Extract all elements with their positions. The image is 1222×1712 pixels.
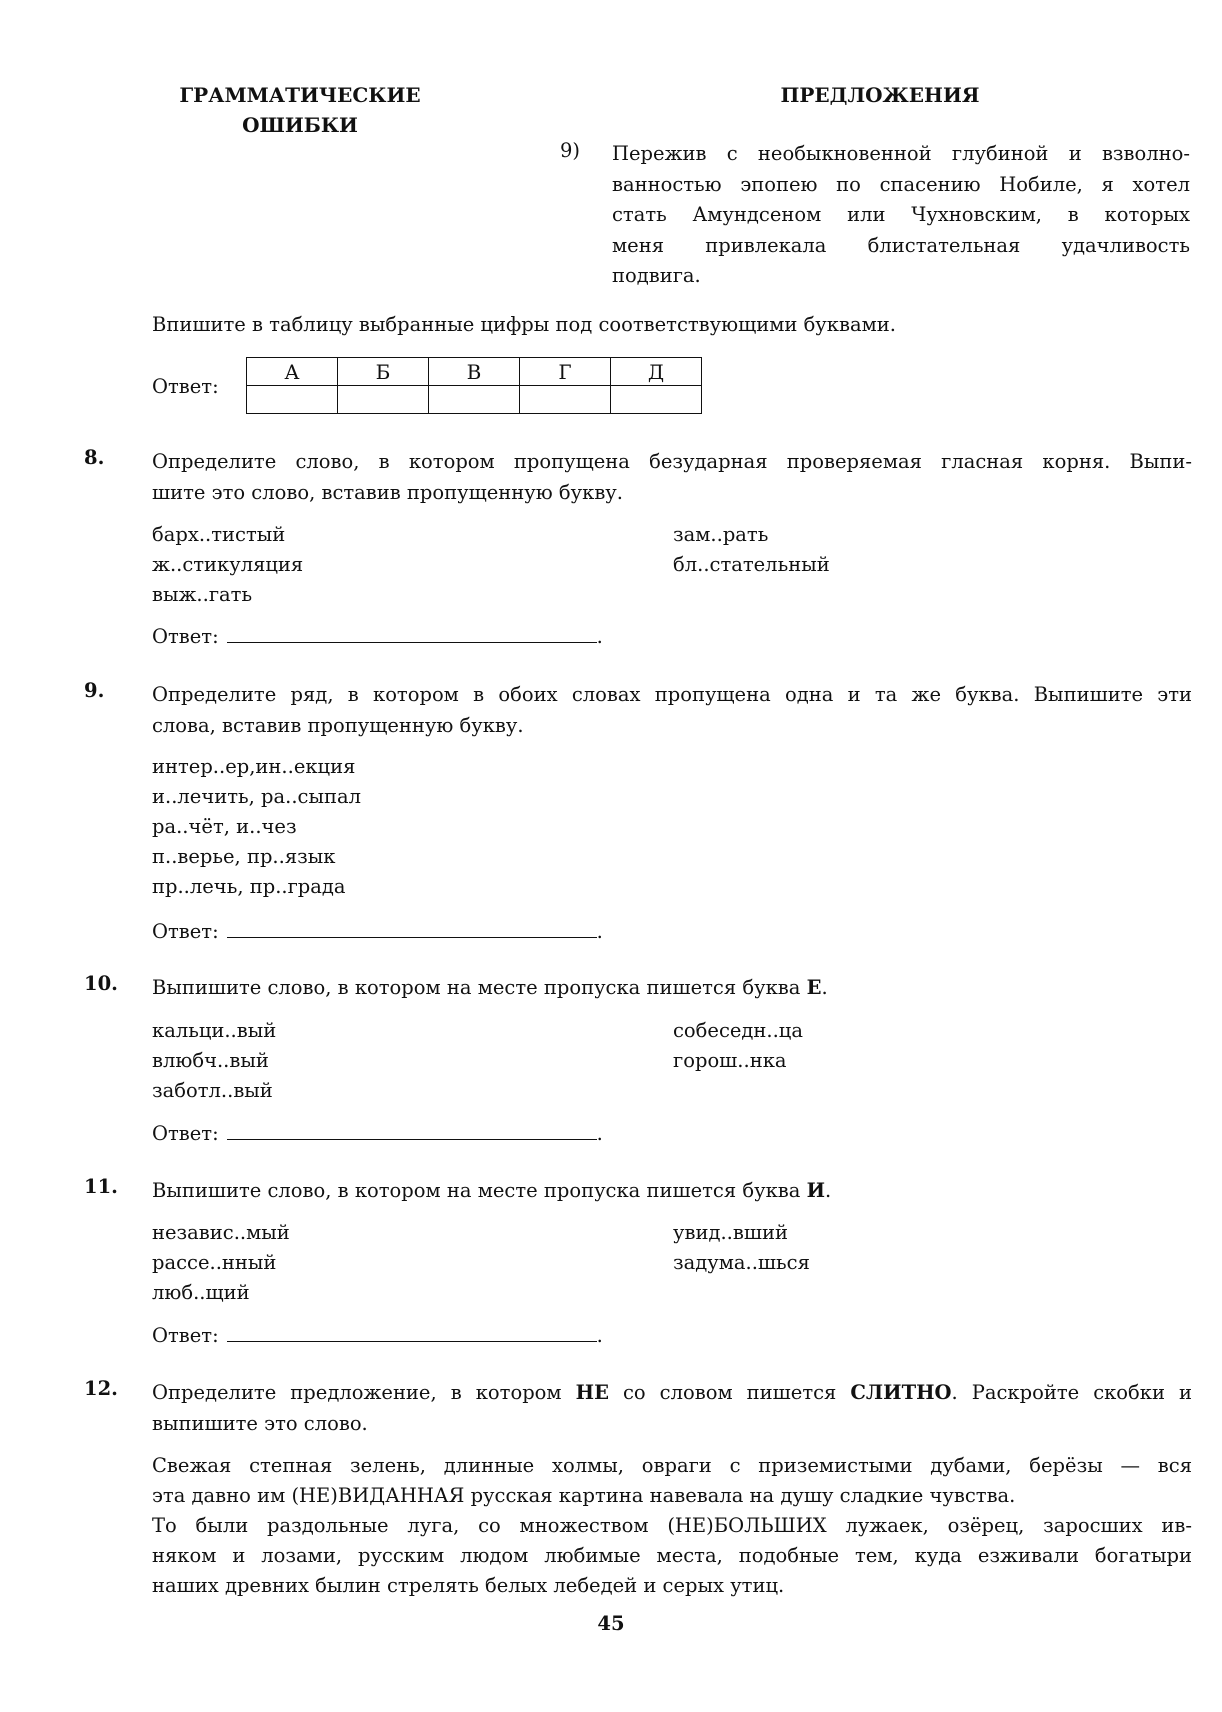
answer-cell-c[interactable] <box>429 386 520 414</box>
answer-cell-a[interactable] <box>247 386 338 414</box>
question-end: . <box>825 1179 832 1202</box>
word-option: выж..гать <box>152 583 253 606</box>
answer-line-10: Ответ: . <box>152 1119 603 1145</box>
question-text-9 <box>152 679 1192 741</box>
answer-cell-b[interactable] <box>338 386 429 414</box>
question-line <box>152 1377 1192 1408</box>
answer-table-letter: Г <box>520 358 611 386</box>
answer-cell-e[interactable] <box>611 386 702 414</box>
word-option: заботл..вый <box>152 1079 273 1102</box>
column-header-left-line2: ОШИБКИ <box>242 113 358 137</box>
question-line: Определите ряд, в котором в обоих словах пропущена одна и та же буква. Выпишите эти <box>152 683 1192 706</box>
word-option: влюбч..вый <box>152 1049 269 1072</box>
column-header-left <box>150 80 450 140</box>
column-header-left-line1: ГРАММАТИЧЕСКИЕ <box>179 83 421 107</box>
word-option: увид..вший <box>673 1221 788 1244</box>
word-option: горош..нка <box>673 1049 787 1072</box>
word-list-8-right <box>673 520 830 580</box>
word-option: собеседн..ца <box>673 1019 803 1042</box>
question-line: Определите слово, в котором пропущена безударная проверяемая гласная корня. Выпи- <box>152 450 1192 473</box>
word-list-8-left <box>152 520 303 610</box>
sentence-line: Пережив с необыкновенной глубиной и взволно- <box>612 142 1190 165</box>
answer-label: Ответ: <box>152 625 219 648</box>
answer-label: Ответ: <box>152 1122 219 1145</box>
sentence-text <box>612 139 1190 292</box>
word-list-11-right <box>673 1218 810 1278</box>
word-option: п..верье, пр..язык <box>152 845 336 868</box>
answer-input-11[interactable] <box>227 1321 597 1342</box>
question-line: шите это слово, вставив пропущенную букву. <box>152 481 623 504</box>
answer-input-9[interactable] <box>227 917 597 938</box>
question-text-part: . Раскройте скобки и <box>951 1381 1193 1404</box>
question-letter: И <box>806 1179 825 1202</box>
word-option: пр..лечь, пр..града <box>152 875 346 898</box>
word-option: ж..стикуляция <box>152 553 304 576</box>
passage-line: наших древних былин стрелять белых лебедей и серых утиц. <box>152 1574 785 1597</box>
word-option: интер..ер,ин..екция <box>152 755 356 778</box>
answer-cell-d[interactable] <box>520 386 611 414</box>
table-instruction: Впишите в таблицу выбранные цифры под соответствующими буквами. <box>152 313 896 336</box>
sentence-number: 9) <box>560 139 581 162</box>
word-option: задума..шься <box>673 1251 810 1274</box>
sentence-line: ванностью эпопею по спасению Нобиле, я хотел <box>612 172 1190 196</box>
question-number-12: 12. <box>84 1377 118 1400</box>
word-option: независ..мый <box>152 1221 290 1244</box>
answer-table-letter: Д <box>611 358 702 386</box>
word-option: люб..щий <box>152 1281 250 1304</box>
question-text: Выпишите слово, в котором на месте пропуска пишется буква <box>152 976 807 999</box>
word-list-10-left <box>152 1016 276 1106</box>
question-text-part: со словом пишется <box>608 1381 851 1404</box>
word-option: и..лечить, ра..сыпал <box>152 785 361 808</box>
answer-table-letter: Б <box>338 358 429 386</box>
sentence-line: подвига. <box>612 264 701 287</box>
page-number: 45 <box>597 1612 625 1635</box>
answer-table <box>246 357 702 414</box>
word-option: барх..тистый <box>152 523 286 546</box>
sentence-line: стать Амундсеном или Чухновским, в которых <box>612 203 1190 226</box>
question-text-11 <box>152 1175 1192 1206</box>
answer-line-11: Ответ: . <box>152 1321 603 1347</box>
question-line: слова, вставив пропущенную букву. <box>152 714 524 737</box>
question-letter: Е <box>806 976 822 999</box>
answer-table-label: Ответ: <box>152 375 219 398</box>
question-text-12 <box>152 1377 1192 1439</box>
word-list-9 <box>152 752 361 902</box>
question-text: Выпишите слово, в котором на месте пропуска пишется буква <box>152 1179 807 1202</box>
question-text-8 <box>152 446 1192 508</box>
question-number-9: 9. <box>84 679 105 702</box>
passage-line: То были раздольные луга, со множеством (НЕ)БОЛЬШИХ лужаек, озёрец, заросших ив- <box>152 1514 1192 1537</box>
answer-table-input-row <box>247 386 702 414</box>
question-emphasis: СЛИТНО <box>850 1381 952 1404</box>
passage-12 <box>152 1451 1192 1601</box>
answer-label: Ответ: <box>152 1324 219 1347</box>
answer-line-9: Ответ: . <box>152 917 603 943</box>
answer-line-8: Ответ: . <box>152 622 603 648</box>
sentence-line: меня привлекала блистательная удачливость <box>612 233 1190 257</box>
word-list-10-right <box>673 1016 803 1076</box>
word-option: бл..стательный <box>673 553 830 576</box>
word-option: ра..чёт, и..чез <box>152 815 297 838</box>
question-line: выпишите это слово. <box>152 1412 368 1435</box>
question-emphasis: НЕ <box>575 1381 609 1404</box>
question-number-10: 10. <box>84 972 118 995</box>
word-option: рассе..нный <box>152 1251 277 1274</box>
word-option: кальци..вый <box>152 1019 277 1042</box>
answer-table-letter: В <box>429 358 520 386</box>
question-text-part: Определите предложение, в котором <box>152 1381 576 1404</box>
question-number-8: 8. <box>84 446 105 469</box>
word-list-11-left <box>152 1218 290 1308</box>
answer-label: Ответ: <box>152 920 219 943</box>
question-text-10 <box>152 972 1192 1003</box>
question-end: . <box>821 976 828 999</box>
word-option: зам..рать <box>673 523 769 546</box>
passage-line: эта давно им (НЕ)ВИДАННАЯ русская картина навевала на душу сладкие чувства. <box>152 1484 1016 1507</box>
passage-line: Свежая степная зелень, длинные холмы, овраги с приземистыми дубами, берёзы — вся <box>152 1454 1192 1477</box>
passage-line: няком и лозами, русским людом любимые места, подобные тем, куда езживали богатыри <box>152 1544 1192 1567</box>
answer-table-header-row <box>247 358 702 386</box>
answer-input-8[interactable] <box>227 622 597 643</box>
question-number-11: 11. <box>84 1175 118 1198</box>
answer-table-letter: А <box>247 358 338 386</box>
answer-input-10[interactable] <box>227 1119 597 1140</box>
column-header-right: ПРЕДЛОЖЕНИЯ <box>780 83 980 107</box>
